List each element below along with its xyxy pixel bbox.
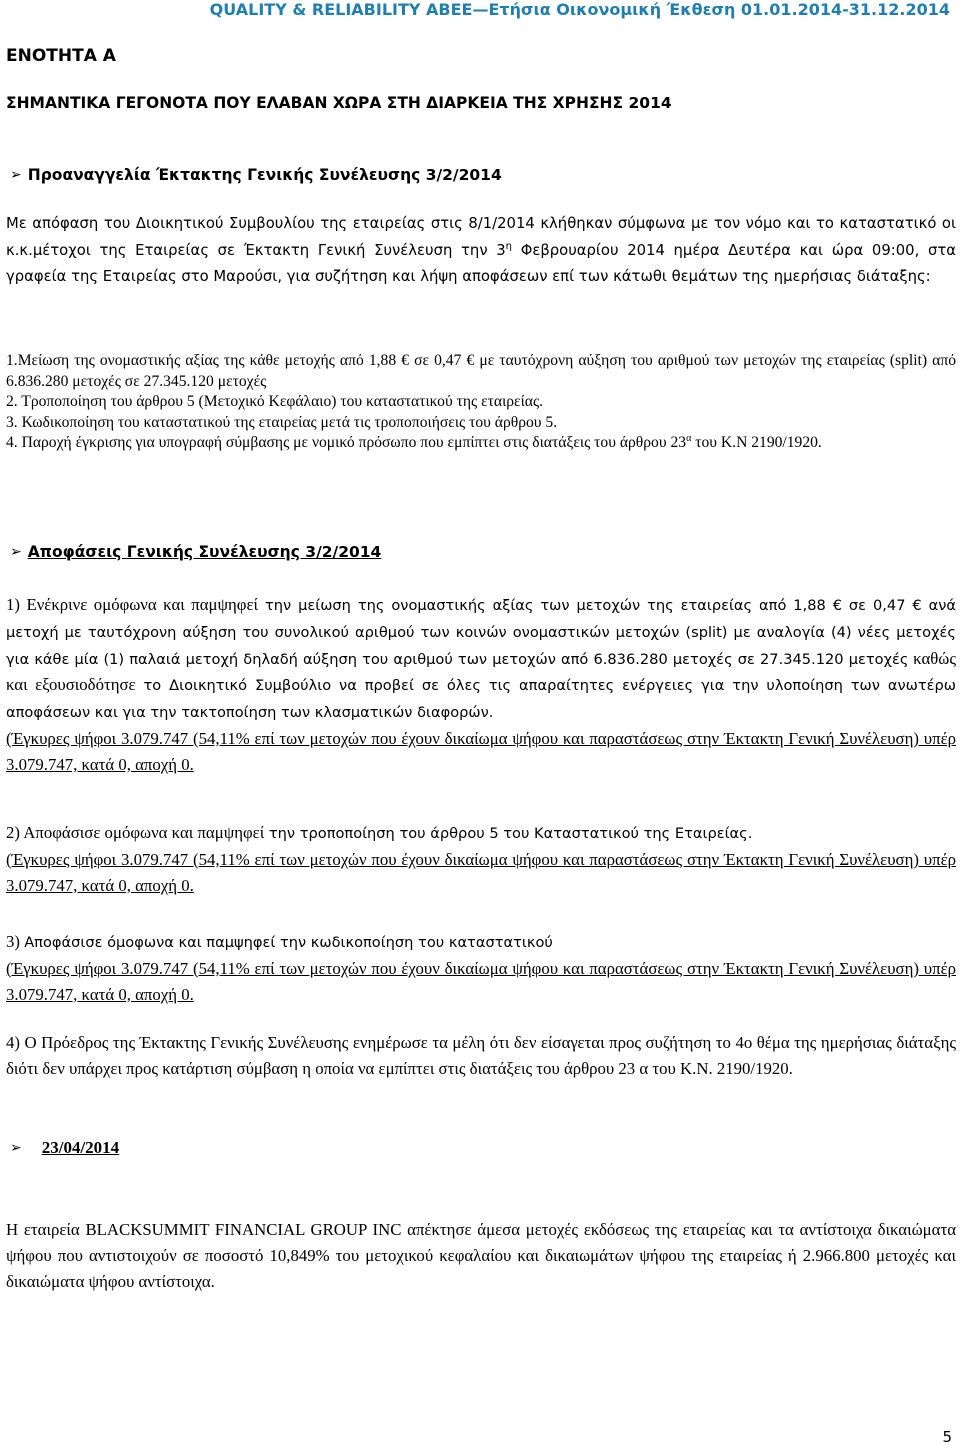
decision-3 [6, 929, 956, 1007]
decision-1-authorization: καθώς και εξουσιοδότησε [6, 648, 956, 695]
decision-1-lead: 1) Ενέκρινε ομόφωνα και παμψηφεί [6, 595, 259, 614]
section-label: ΕΝΟΤΗΤΑ Α [6, 46, 116, 66]
agenda-item-4 [6, 433, 956, 454]
decision-2-lead: 2) Αποφάσισε ομόφωνα και παμψηφεί [6, 823, 265, 842]
arrow-bullet-icon: ➢ [10, 1140, 22, 1156]
decision-1 [6, 592, 956, 778]
decision-4-text: 4) Ο Πρόεδρος της Έκτακτης Γενικής Συνέλευσης ενημέρωσε τα μέλη ότι δεν είσαγεται προς συζήτηση το 4ο θέμα της ημερήσιας διάταξης διότι δεν υπάρχει προς κατάρτιση σύμβαση η οποία να εμπίπτει στις διατάξεις του άρθρου 23 α του Κ.Ν. 2190/1920. [6, 1033, 956, 1078]
heading-announcement [6, 166, 502, 184]
agenda-item-4-text-end: του Κ.Ν 2190/1920. [691, 434, 822, 452]
heading-date-text: 23/04/2014 [41, 1138, 120, 1157]
decision-2-text [6, 820, 956, 847]
decision-3-lead: 3) [6, 932, 25, 951]
heading-announcement-text: Προαναγγελία Έκτακτης Γενικής Συνέλευσης 3/2/2014 [27, 166, 502, 184]
decision-3-text [6, 929, 956, 956]
intro-text-1: Με απόφαση του Διοικητικού Συμβουλίου της εταιρείας στις 8/1/2014 κλήθηκαν σύμφωνα με τον νόμο και το καταστατικό οι κ.κ.μέτοχοι της Εταιρείας σε Έκτακτη Γενική Συνέλευση την 3 [6, 215, 956, 259]
decision-1-votes: (Έγκυρες ψήφοι 3.079.747 (54,11% επί των μετοχών που έχουν δικαίωμα ψήφου και παραστάσεως στην Έκτακτη Γενική Συνέλευση) υπέρ 3.079.747, κατά 0, αποχή 0. [6, 728, 956, 774]
agenda-item-2: 2. Τροποποίηση του άρθρου 5 (Μετοχικό Κεφάλαιο) του καταστατικού της εταιρείας. [6, 393, 544, 411]
heading-decisions [6, 543, 381, 561]
decision-1-body: την μείωση της ονομαστικής αξίας των μετοχών της εταιρείας από 1,88 € σε 0,47 € ανά μετοχή με ταυτόχρονη αύξηση του συνολικού αριθμού των κοινών ονομαστικών μετοχών (split) με αναλογία (4) νέες μετοχές για κάθε μία (1) παλαιά μετοχή δηλαδή αύξηση του αριθμού των μετοχών από 6.836.280 μετοχές σε 27.345.120 μετοχές [6, 597, 956, 668]
intro-text-2: Φεβρουαρίου 2014 ημέρα Δευτέρα και ώρα 09:00, στα γραφεία της Εταιρείας στο Μαρούσι, για συζήτηση και λήψη αποφάσεων επί των κάτωθι θεμάτων της ημερήσιας διάταξης: [6, 241, 956, 285]
agenda-item-1: 1.Μείωση της ονομαστικής αξίας της κάθε μετοχής από 1,88 € σε 0,47 € με ταυτόχρονη αύξηση του αριθμού των μετοχών της εταιρείας (split) από 6.836.280 μετοχές σε 27.345.120 μετοχές [6, 352, 956, 390]
decision-1-text [6, 592, 956, 726]
page-number: 5 [942, 1428, 952, 1446]
decision-4 [6, 1030, 956, 1082]
agenda-item-4-text: 4. Παροχή έγκρισης για υπογραφή σύμβασης με νομικό πρόσωπο που εμπίπτει στις διατάξεις του άρθρου 23 [6, 434, 687, 452]
decision-1-body-end: το Διοικητικό Συμβούλιο να προβεί σε όλες τις απαραίτητες ενέργειες για την υλοποίηση των ανωτέρω αποφάσεων και για την τακτοποίηση των κλασματικών διαφορών. [6, 677, 956, 722]
decision-2-body: την τροποποίηση του άρθρου 5 του Καταστατικού της Εταιρείας. [264, 825, 753, 842]
arrow-bullet-icon: ➢ [10, 167, 22, 183]
running-header: QUALITY & RELIABILITY ABEE—Ετήσια Οικονομική Έκθεση 01.01.2014-31.12.2014 [209, 0, 950, 19]
decision-2 [6, 820, 956, 898]
agenda-item-3: 3. Κωδικοποίηση του καταστατικού της εταιρείας μετά τις τροποποιήσεις του άρθρου 5. [6, 413, 558, 431]
blacksummit-text: Η εταιρεία BLACKSUMMIT FINANCIAL GROUP INC απέκτησε άμεσα μετοχές εκδόσεως της εταιρείας και τα αντίστοιχα δικαιώματα ψήφου που αντιστοιχούν σε ποσοστό 10,849% του μετοχικού κεφαλαίου και δικαιωμάτων ψήφου της εταιρείας ή 2.966.800 μετοχές και δικαιώματα ψήφου αντίστοιχα. [6, 1220, 956, 1291]
blacksummit-paragraph [6, 1217, 956, 1294]
intro-paragraph [6, 211, 956, 291]
decision-3-body: Αποφάσισε όμοφωνα και παμψηφεί την κωδικοποίηση του καταστατικού [24, 934, 553, 951]
arrow-bullet-icon: ➢ [10, 544, 22, 560]
section-title: ΣΗΜΑΝΤΙΚΑ ΓΕΓΟΝΟΤΑ ΠΟΥ ΕΛΑΒΑΝ ΧΩΡΑ ΣΤΗ ΔΙΑΡΚΕΙΑ ΤΗΣ ΧΡΗΣΗΣ 2014 [6, 94, 672, 112]
decision-3-votes: (Έγκυρες ψήφοι 3.079.747 (54,11% επί των μετοχών που έχουν δικαίωμα ψήφου και παραστάσεως στην Έκτακτη Γενική Συνέλευση) υπέρ 3.079.747, κατά 0, αποχή 0. [6, 958, 956, 1004]
heading-decisions-text: Αποφάσεις Γενικής Συνέλευσης 3/2/2014 [27, 543, 382, 561]
agenda-item-4-superscript: α [686, 433, 692, 445]
decision-2-votes: (Έγκυρες ψήφοι 3.079.747 (54,11% επί των μετοχών που έχουν δικαίωμα ψήφου και παραστάσεως στην Έκτακτη Γενική Συνέλευση) υπέρ 3.079.747, κατά 0, αποχή 0. [6, 849, 956, 895]
heading-date [6, 1138, 119, 1158]
intro-superscript: η [505, 240, 513, 252]
agenda-list [6, 351, 956, 454]
